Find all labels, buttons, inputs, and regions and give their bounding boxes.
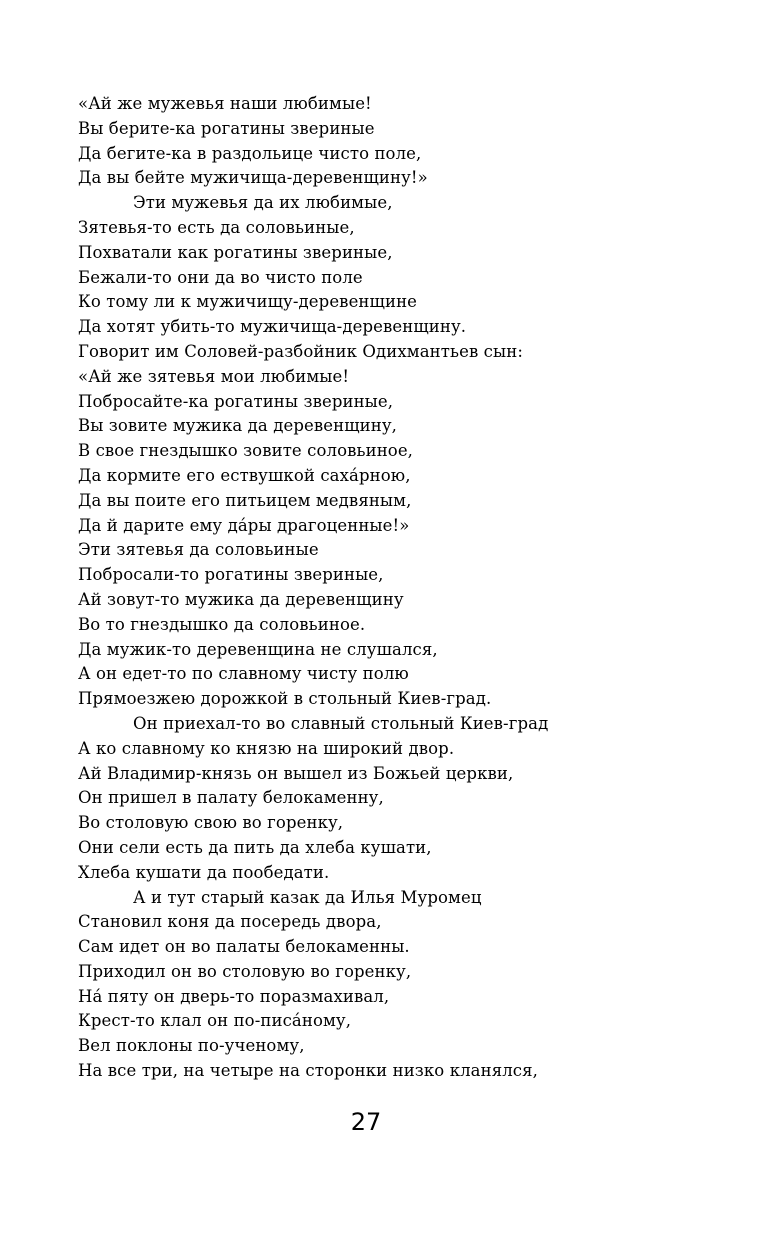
page-number: 27	[350, 1108, 382, 1136]
verse-line: Приходил он во столовую во горенку,	[78, 961, 412, 981]
verse-line: На все три, на четыре на сторонки низко кланялся,	[78, 1061, 539, 1081]
verse-line: Вы зовите мужика да деревенщину,	[78, 416, 398, 436]
verse-line: Ай зовут-то мужика да деревенщину	[78, 589, 404, 609]
verse-line: Во то гнездышко да соловьиное.	[78, 614, 366, 634]
verse-line: Прямоезжею дорожкой в стольный Киев-град.	[78, 689, 492, 709]
verse-line: Становил коня да посередь двора,	[78, 912, 382, 932]
verse-line: Ко тому ли к мужичищу-деревенщине	[78, 292, 418, 312]
verse-line: Побросали-то рогатины звериные,	[78, 565, 384, 585]
verse-line: Да вы бейте мужичища-деревенщину!»	[78, 168, 428, 188]
verse-line: «Ай же мужевья наши любимые!	[78, 94, 372, 113]
verse-line: А и тут старый казак да Илья Муромец	[133, 887, 482, 907]
verse-line: Сам идет он во палаты белокаменны.	[78, 937, 410, 957]
verse-line: Бежали-то они да во чисто поле	[78, 267, 363, 287]
verse-line: Эти мужевья да их любимые,	[133, 193, 393, 213]
verse-line: Да мужик-то деревенщина не слушался,	[78, 639, 438, 659]
verse-line: На́ пяту он дверь-то поразмахивал,	[78, 986, 390, 1006]
verse-line: Он приехал-то во славный стольный Киев-град	[133, 713, 549, 733]
verse-line: Вы берите-ка рогатины звериные	[78, 118, 375, 138]
poem-text	[78, 92, 678, 1084]
verse-line: Они сели есть да пить да хлеба кушати,	[78, 837, 432, 857]
verse-line: Во столовую свою во горенку,	[78, 813, 344, 833]
verse-line: Да бегите-ка в раздольице чисто поле,	[78, 143, 422, 163]
verse-line: «Ай же зятевья мои любимые!	[78, 366, 350, 386]
verse-line: Ай Владимир-князь он вышел из Божьей церкви,	[78, 763, 514, 783]
verse-line: Хлеба кушати да пообедати.	[78, 862, 330, 882]
verse-line: Да вы поите его питьицем медвяным,	[78, 490, 412, 510]
verse-line: Да кормите его ествушкой саха́рною,	[78, 465, 411, 485]
verse-line: Побросайте-ка рогатины звериные,	[78, 391, 394, 411]
verse-line: Вел поклоны по-ученому,	[78, 1036, 305, 1056]
verse-line: Да хотят убить-то мужичища-деревенщину.	[78, 317, 467, 337]
verse-line: Похватали как рогатины звериные,	[78, 242, 393, 262]
verse-line: А он едет-то по славному чисту полю	[78, 664, 409, 684]
verse-line: Да й дарите ему да́ры драгоценные!»	[78, 515, 410, 535]
verse-line: Крест-то клал он по-писа́ному,	[78, 1011, 352, 1031]
verse-line: Говорит им Соловей-разбойник Одихмантьев сын:	[78, 341, 524, 361]
verse-line: Зятевья-то есть да соловьиные,	[78, 217, 355, 237]
verse-line: Эти зятевья да соловьиные	[78, 540, 319, 560]
verse-line: А ко славному ко князю на широкий двор.	[78, 738, 455, 758]
verse-line: В свое гнездышко зовите соловьиное,	[78, 441, 414, 461]
verse-line: Он пришел в палату белокаменну,	[78, 788, 384, 808]
